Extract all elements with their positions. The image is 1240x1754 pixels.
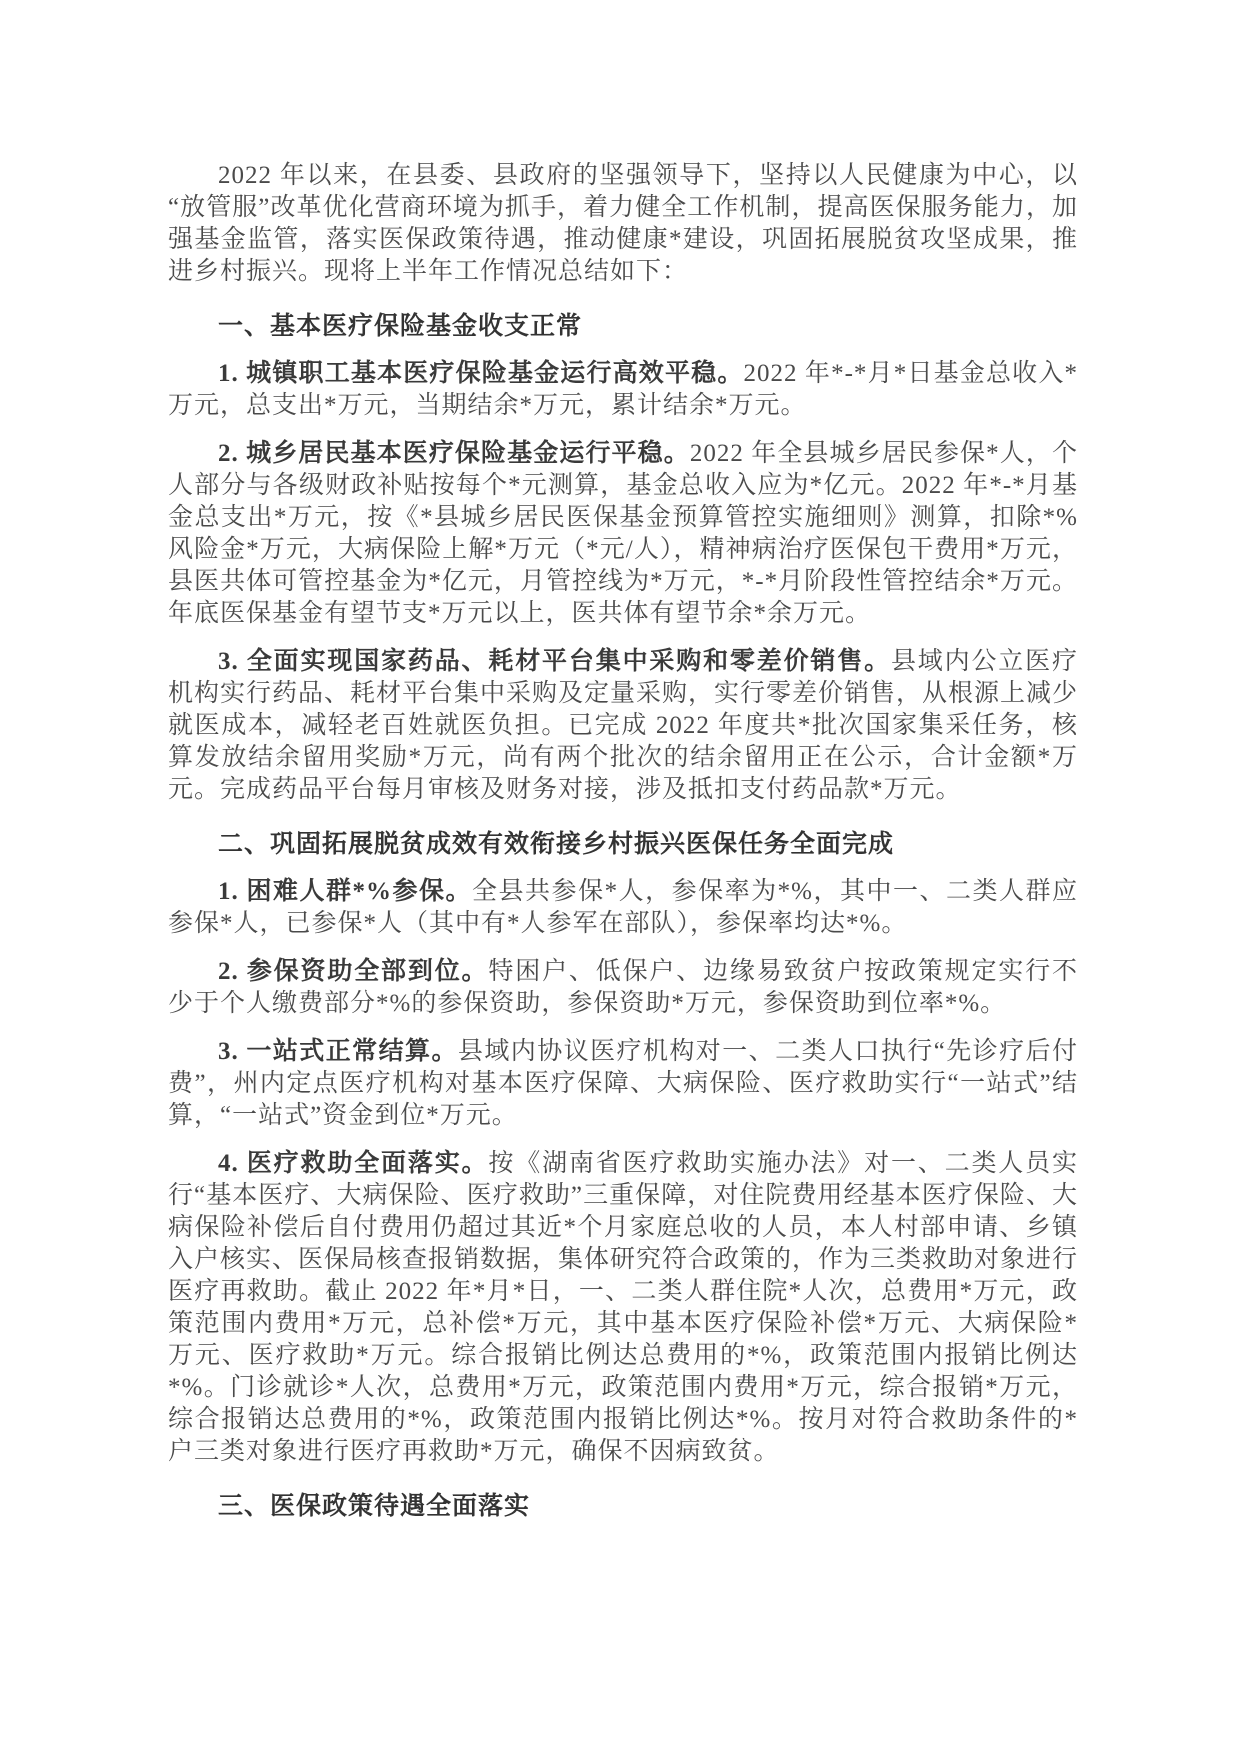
paragraph-1-3-body: 县域内公立医疗机构实行药品、耗材平台集中采购及定量采购，实行零差价销售，从根源上减少就医成本，减轻老百姓就医负担。已完成 2022 年度共*批次国家集采任务，核算发放结余留用奖励*万元，尚有两个批次的结余留用正在公示，合计金额*万元。完成药品平台每月审核及财务对接，涉及抵扣支付药品款*万元。 xyxy=(168,648,1079,803)
paragraph-2-3 xyxy=(168,1036,1078,1132)
paragraph-2-1 xyxy=(168,876,1078,940)
paragraph-1-3 xyxy=(168,646,1078,806)
paragraph-1-2-body: 2022 年全县城乡居民参保*人，个人部分与各级财政补贴按每个*元测算，基金总收入应为*亿元。2022 年*-*月基金总支出*万元，按《*县城乡居民医保基金预算管控实施细则》测算，扣除*%风险金*万元，大病保险上解*万元（*元/人），精神病治疗医保包干费用*万元，县医共体可管控基金为*亿元，月管控线为*万元，*-*月阶段性管控结余*万元。年底医保基金有望节支*万元以上，医共体有望节余*余万元。 xyxy=(168,440,1078,627)
paragraph-2-2 xyxy=(168,956,1078,1020)
paragraph-1-1-body: 2022 年*-*月*日基金总收入*万元，总支出*万元，当期结余*万元，累计结余*万元。 xyxy=(168,360,1078,419)
paragraph-1-1 xyxy=(168,358,1078,422)
paragraph-1-1-lead: 1. 城镇职工基本医疗保险基金运行高效平稳。 xyxy=(218,360,744,387)
paragraph-1-3-lead: 3. 全面实现国家药品、耗材平台集中采购和零差价销售。 xyxy=(218,648,891,675)
paragraph-2-3-body: 县域内协议医疗机构对一、二类人口执行“先诊疗后付费”，州内定点医疗机构对基本医疗保障、大病保险、医疗救助实行“一站式”结算，“一站式”资金到位*万元。 xyxy=(168,1038,1078,1129)
paragraph-2-1-lead: 1. 困难人群*%参保。 xyxy=(218,878,473,905)
paragraph-2-3-lead: 3. 一站式正常结算。 xyxy=(218,1038,458,1065)
paragraph-2-2-body: 特困户、低保户、边缘易致贫户按政策规定实行不少于个人缴费部分*%的参保资助，参保资助*万元，参保资助到位率*%。 xyxy=(168,958,1078,1017)
paragraph-2-4-lead: 4. 医疗救助全面落实。 xyxy=(218,1150,489,1177)
intro-paragraph: 2022 年以来，在县委、县政府的坚强领导下，坚持以人民健康为中心，以“放管服”改革优化营商环境为抓手，着力健全工作机制，提高医保服务能力，加强基金监管，落实医保政策待遇，推动健康*建设，巩固拓展脱贫攻坚成果，推进乡村振兴。现将上半年工作情况总结如下： xyxy=(168,162,1078,285)
section-3-heading: 三、医保政策待遇全面落实 xyxy=(218,1493,531,1520)
paragraph-2-4-body: 按《湖南省医疗救助实施办法》对一、二类人员实行“基本医疗、大病保险、医疗救助”三重保障，对住院费用经基本医疗保险、大病保险补偿后自付费用仍超过其近*个月家庭总收的人员，本人村部申请、乡镇入户核实、医保局核查报销数据，集体研究符合政策的，作为三类救助对象进行医疗再救助。截止 2022 年*月*日，一、二类人群住院*人次，总费用*万元，政策范围内费用*万元，总补偿*万元，其中基本医疗保险补偿*万元、大病保险*万元、医疗救助*万元。综合报销比例达总费用的*%，政策范围内报销比例达*%。门诊就诊*人次，总费用*万元，政策范围内费用*万元，综合报销*万元，综合报销达总费用的*%，政策范围内报销比例达*%。按月对符合救助条件的*户三类对象进行医疗再救助*万元，确保不因病致贫。 xyxy=(168,1150,1079,1465)
paragraph-1-2 xyxy=(168,438,1078,630)
paragraph-2-4 xyxy=(168,1148,1078,1468)
paragraph-2-2-lead: 2. 参保资助全部到位。 xyxy=(218,958,489,985)
paragraph-2-1-body: 全县共参保*人，参保率为*%，其中一、二类人群应参保*人，已参保*人（其中有*人参军在部队），参保率均达*%。 xyxy=(168,878,1078,937)
section-1-heading: 一、基本医疗保险基金收支正常 xyxy=(218,313,583,340)
paragraph-1-2-lead: 2. 城乡居民基本医疗保险基金运行平稳。 xyxy=(218,440,690,467)
section-2-heading: 二、巩固拓展脱贫成效有效衔接乡村振兴医保任务全面完成 xyxy=(218,831,895,858)
